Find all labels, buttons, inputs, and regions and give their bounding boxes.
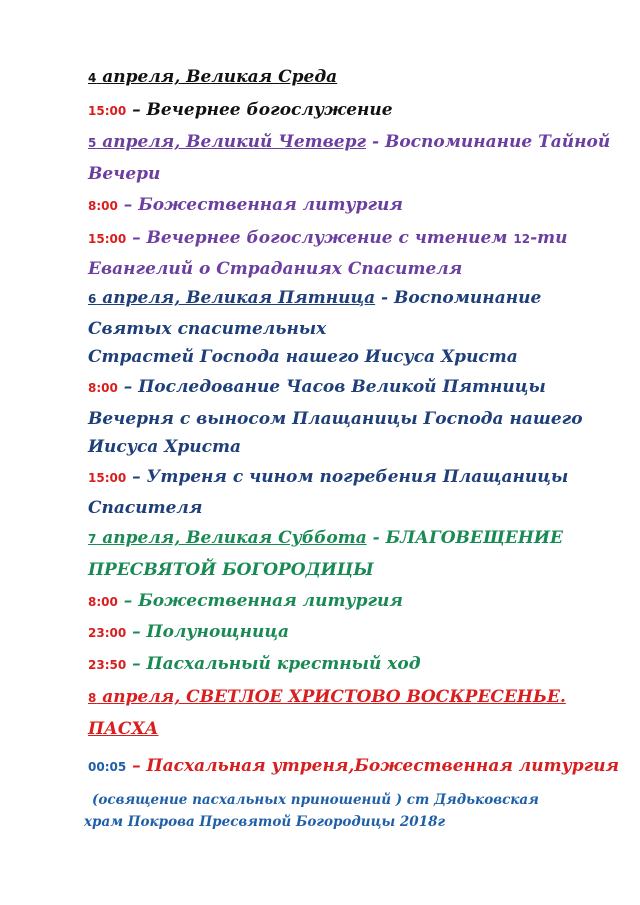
thu-service-2-cont: Евангелий о Страданиях Спасителя	[88, 259, 463, 279]
fri-service-3	[88, 466, 568, 489]
fri-note-1: - Воспоминание	[375, 288, 542, 308]
fri-service-3-cont: Спасителя	[88, 498, 203, 518]
sun-time-1: 00:05	[88, 760, 127, 774]
sat-text-2: – Полунощница	[126, 622, 289, 642]
wed-time-1: 15:00	[88, 104, 127, 118]
sat-time-2: 23:00	[88, 626, 127, 640]
sat-text-3: – Пасхальный крестный ход	[126, 654, 421, 674]
fri-text-3: – Утреня с чином погребения Плащаницы	[126, 467, 569, 487]
thu-service-2	[88, 227, 568, 250]
thu-day-name: апреля, Великий Четверг	[96, 132, 367, 152]
thu-service-1	[88, 194, 403, 217]
wed-date-number: 4	[88, 71, 97, 85]
sat-service-3	[88, 653, 421, 676]
thu-time-1: 8:00	[88, 199, 118, 213]
sun-title: апреля, СВЕТЛОЕ ХРИСТОВО ВОСКРЕСЕНЬЕ.	[96, 687, 566, 707]
sun-text-1: – Пасхальная утреня,Божественная литургия	[126, 756, 620, 776]
fri-time-1: 8:00	[88, 381, 118, 395]
wed-service-1	[88, 99, 393, 122]
sat-date-number: 7	[88, 532, 97, 546]
fri-note-2: Святых спасительных	[88, 319, 327, 339]
sat-note-2: ПРЕСВЯТОЙ БОГОРОДИЦЫ	[88, 560, 374, 580]
thu-time-2: 15:00	[88, 232, 127, 246]
fri-date-number: 6	[88, 292, 97, 306]
footer-note: (освящение пасхальных приношений ) ст Дядьковская	[92, 792, 539, 808]
sun-date-heading	[88, 686, 566, 709]
sat-time-3: 23:50	[88, 658, 127, 672]
thu-note-1: - Воспоминание Тайной	[366, 132, 611, 152]
thu-number-2: 12	[513, 232, 531, 246]
sun-date-number: 8	[88, 691, 97, 705]
sat-date-heading	[88, 527, 563, 550]
sat-service-1	[88, 590, 403, 613]
fri-note-3: Страстей Господа нашего Иисуса Христа	[88, 347, 518, 367]
sun-service-1	[88, 755, 619, 778]
fri-service-2: Вечерня с выносом Плащаницы Господа нашего	[88, 409, 583, 429]
thu-date-number: 5	[88, 136, 97, 150]
footer-church: храм Покрова Пресвятой Богородицы 2018г	[84, 814, 446, 830]
thu-text-2b: -ти	[530, 228, 568, 248]
thu-text-1: – Божественная литургия	[117, 195, 403, 215]
thu-text-2a: – Вечернее богослужение с чтением	[126, 228, 514, 248]
fri-service-2-cont: Иисуса Христа	[88, 437, 242, 457]
sat-note-1: - БЛАГОВЕЩЕНИЕ	[366, 528, 563, 548]
fri-time-3: 15:00	[88, 471, 127, 485]
fri-text-1: – Последование Часов Великой Пятницы	[117, 377, 546, 397]
fri-date-heading	[88, 287, 541, 310]
sat-day-name: апреля, Великая Суббота	[96, 528, 367, 548]
fri-day-name: апреля, Великая Пятница	[96, 288, 376, 308]
sat-time-1: 8:00	[88, 595, 118, 609]
thu-note-2: Вечери	[88, 164, 161, 184]
thu-date-heading	[88, 131, 610, 154]
sat-text-1: – Божественная литургия	[117, 591, 403, 611]
sun-title-2: ПАСХА	[88, 719, 159, 739]
wed-day-name: апреля, Великая Среда	[102, 67, 338, 87]
fri-service-1	[88, 376, 546, 399]
wed-text-1: – Вечернее богослужение	[126, 100, 393, 120]
wed-date-heading	[88, 66, 337, 89]
sat-service-2	[88, 621, 289, 644]
